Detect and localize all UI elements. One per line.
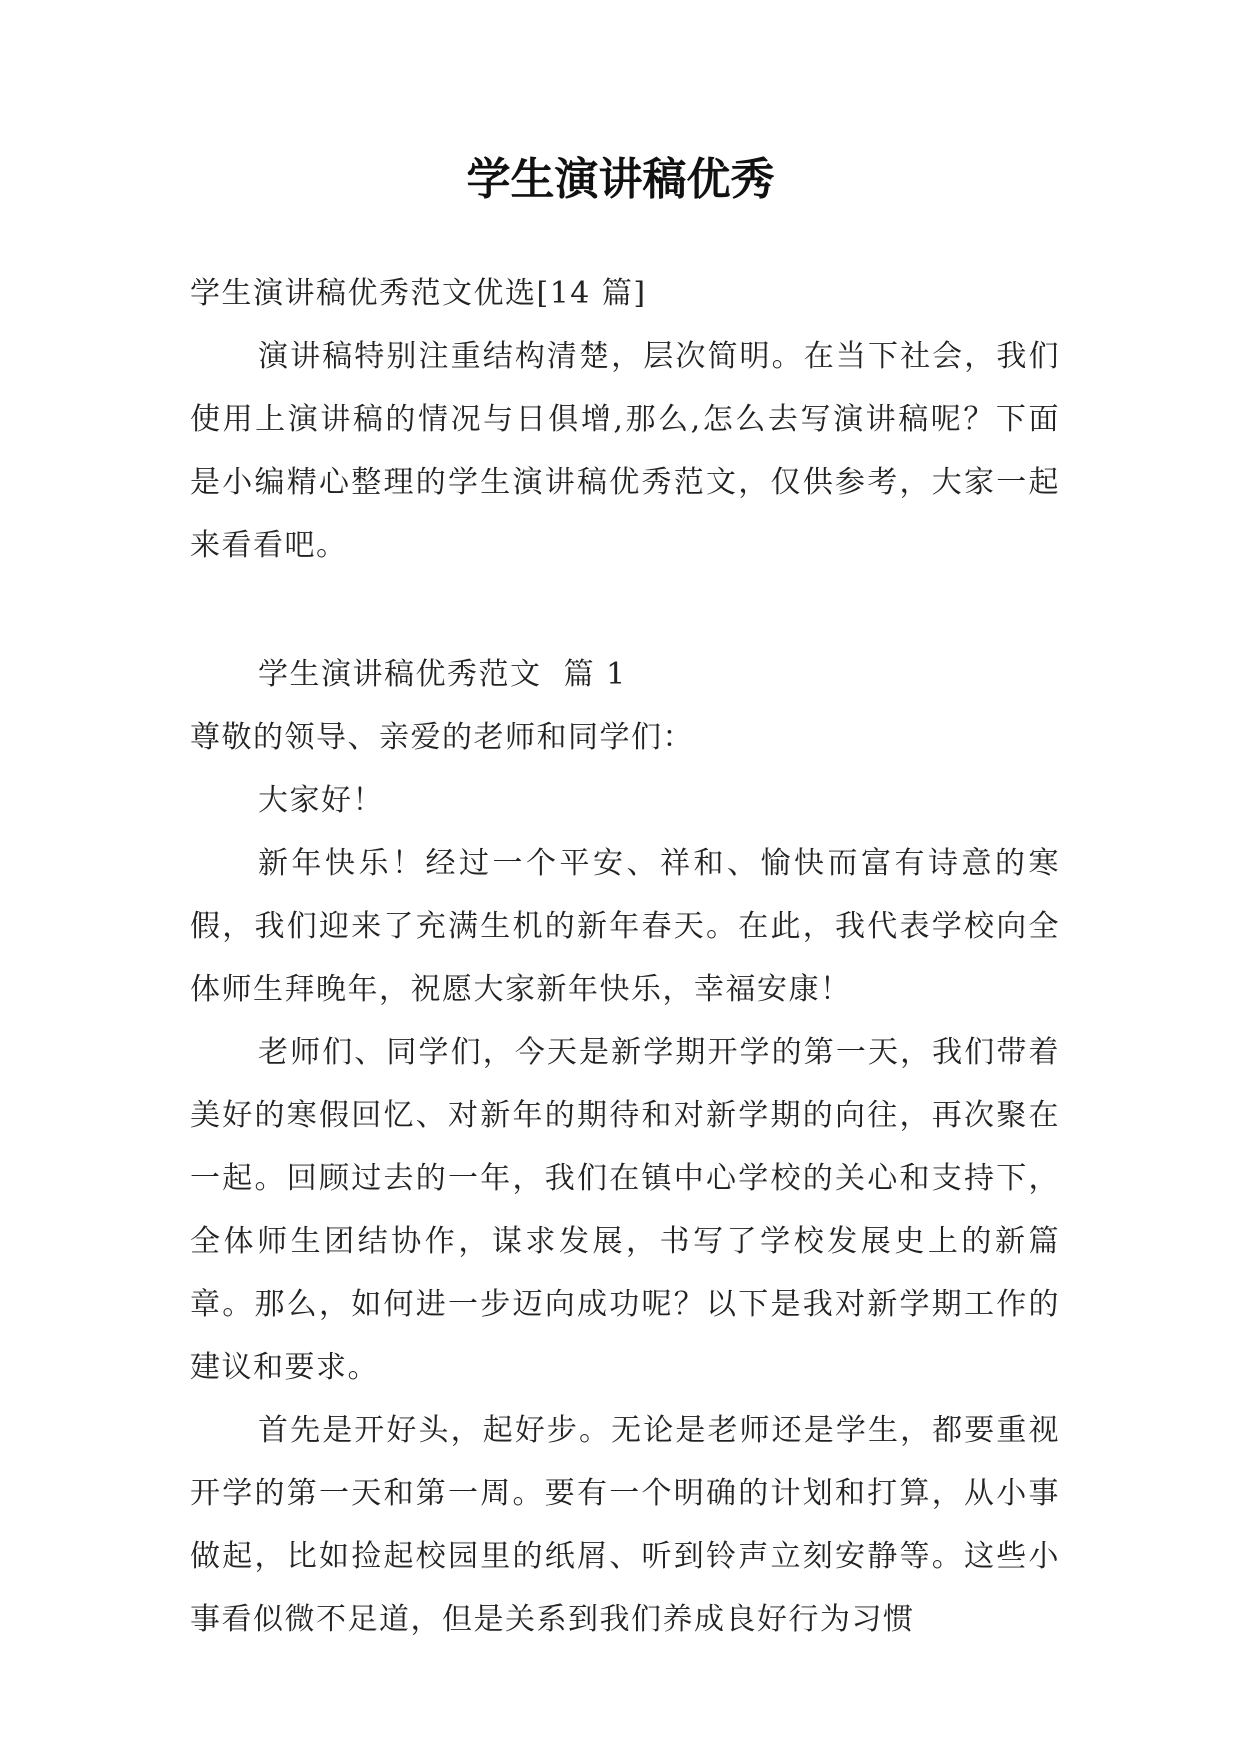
section-spacer <box>190 577 1060 643</box>
document-subtitle: 学生演讲稿优秀范文优选[14 篇] <box>190 276 647 311</box>
document-body <box>190 262 1060 1651</box>
section-heading: 学生演讲稿优秀范文 篇 1 <box>258 657 627 692</box>
document-title: 学生演讲稿优秀 <box>466 154 775 205</box>
greeting: 大家好！ <box>258 783 384 818</box>
body-paragraph: 首先是开好头，起好步。无论是老师还是学生，都要重视开学的第一天和第一周。要有一个明确的计划和打算，从小事做起，比如捡起校园里的纸屑、听到铃声立刻安静等。这些小事看似微不足道，但是关系到我们养成良好行为习惯 <box>190 1413 1060 1637</box>
salutation: 尊敬的领导、亲爱的老师和同学们： <box>190 720 694 755</box>
body-paragraph: 新年快乐！经过一个平安、祥和、愉快而富有诗意的寒假，我们迎来了充满生机的新年春天。在此，我代表学校向全体师生拜晚年，祝愿大家新年快乐，幸福安康！ <box>190 846 1060 1007</box>
intro-paragraph: 演讲稿特别注重结构清楚，层次简明。在当下社会，我们使用上演讲稿的情况与日俱增,那么,怎么去写演讲稿呢？下面是小编精心整理的学生演讲稿优秀范文，仅供参考，大家一起来看看吧。 <box>190 339 1060 563</box>
body-paragraph: 老师们、同学们，今天是新学期开学的第一天，我们带着美好的寒假回忆、对新年的期待和对新学期的向往，再次聚在一起。回顾过去的一年，我们在镇中心学校的关心和支持下，全体师生团结协作，谋求发展，书写了学校发展史上的新篇章。那么，如何进一步迈向成功呢？以下是我对新学期工作的建议和要求。 <box>190 1035 1060 1385</box>
